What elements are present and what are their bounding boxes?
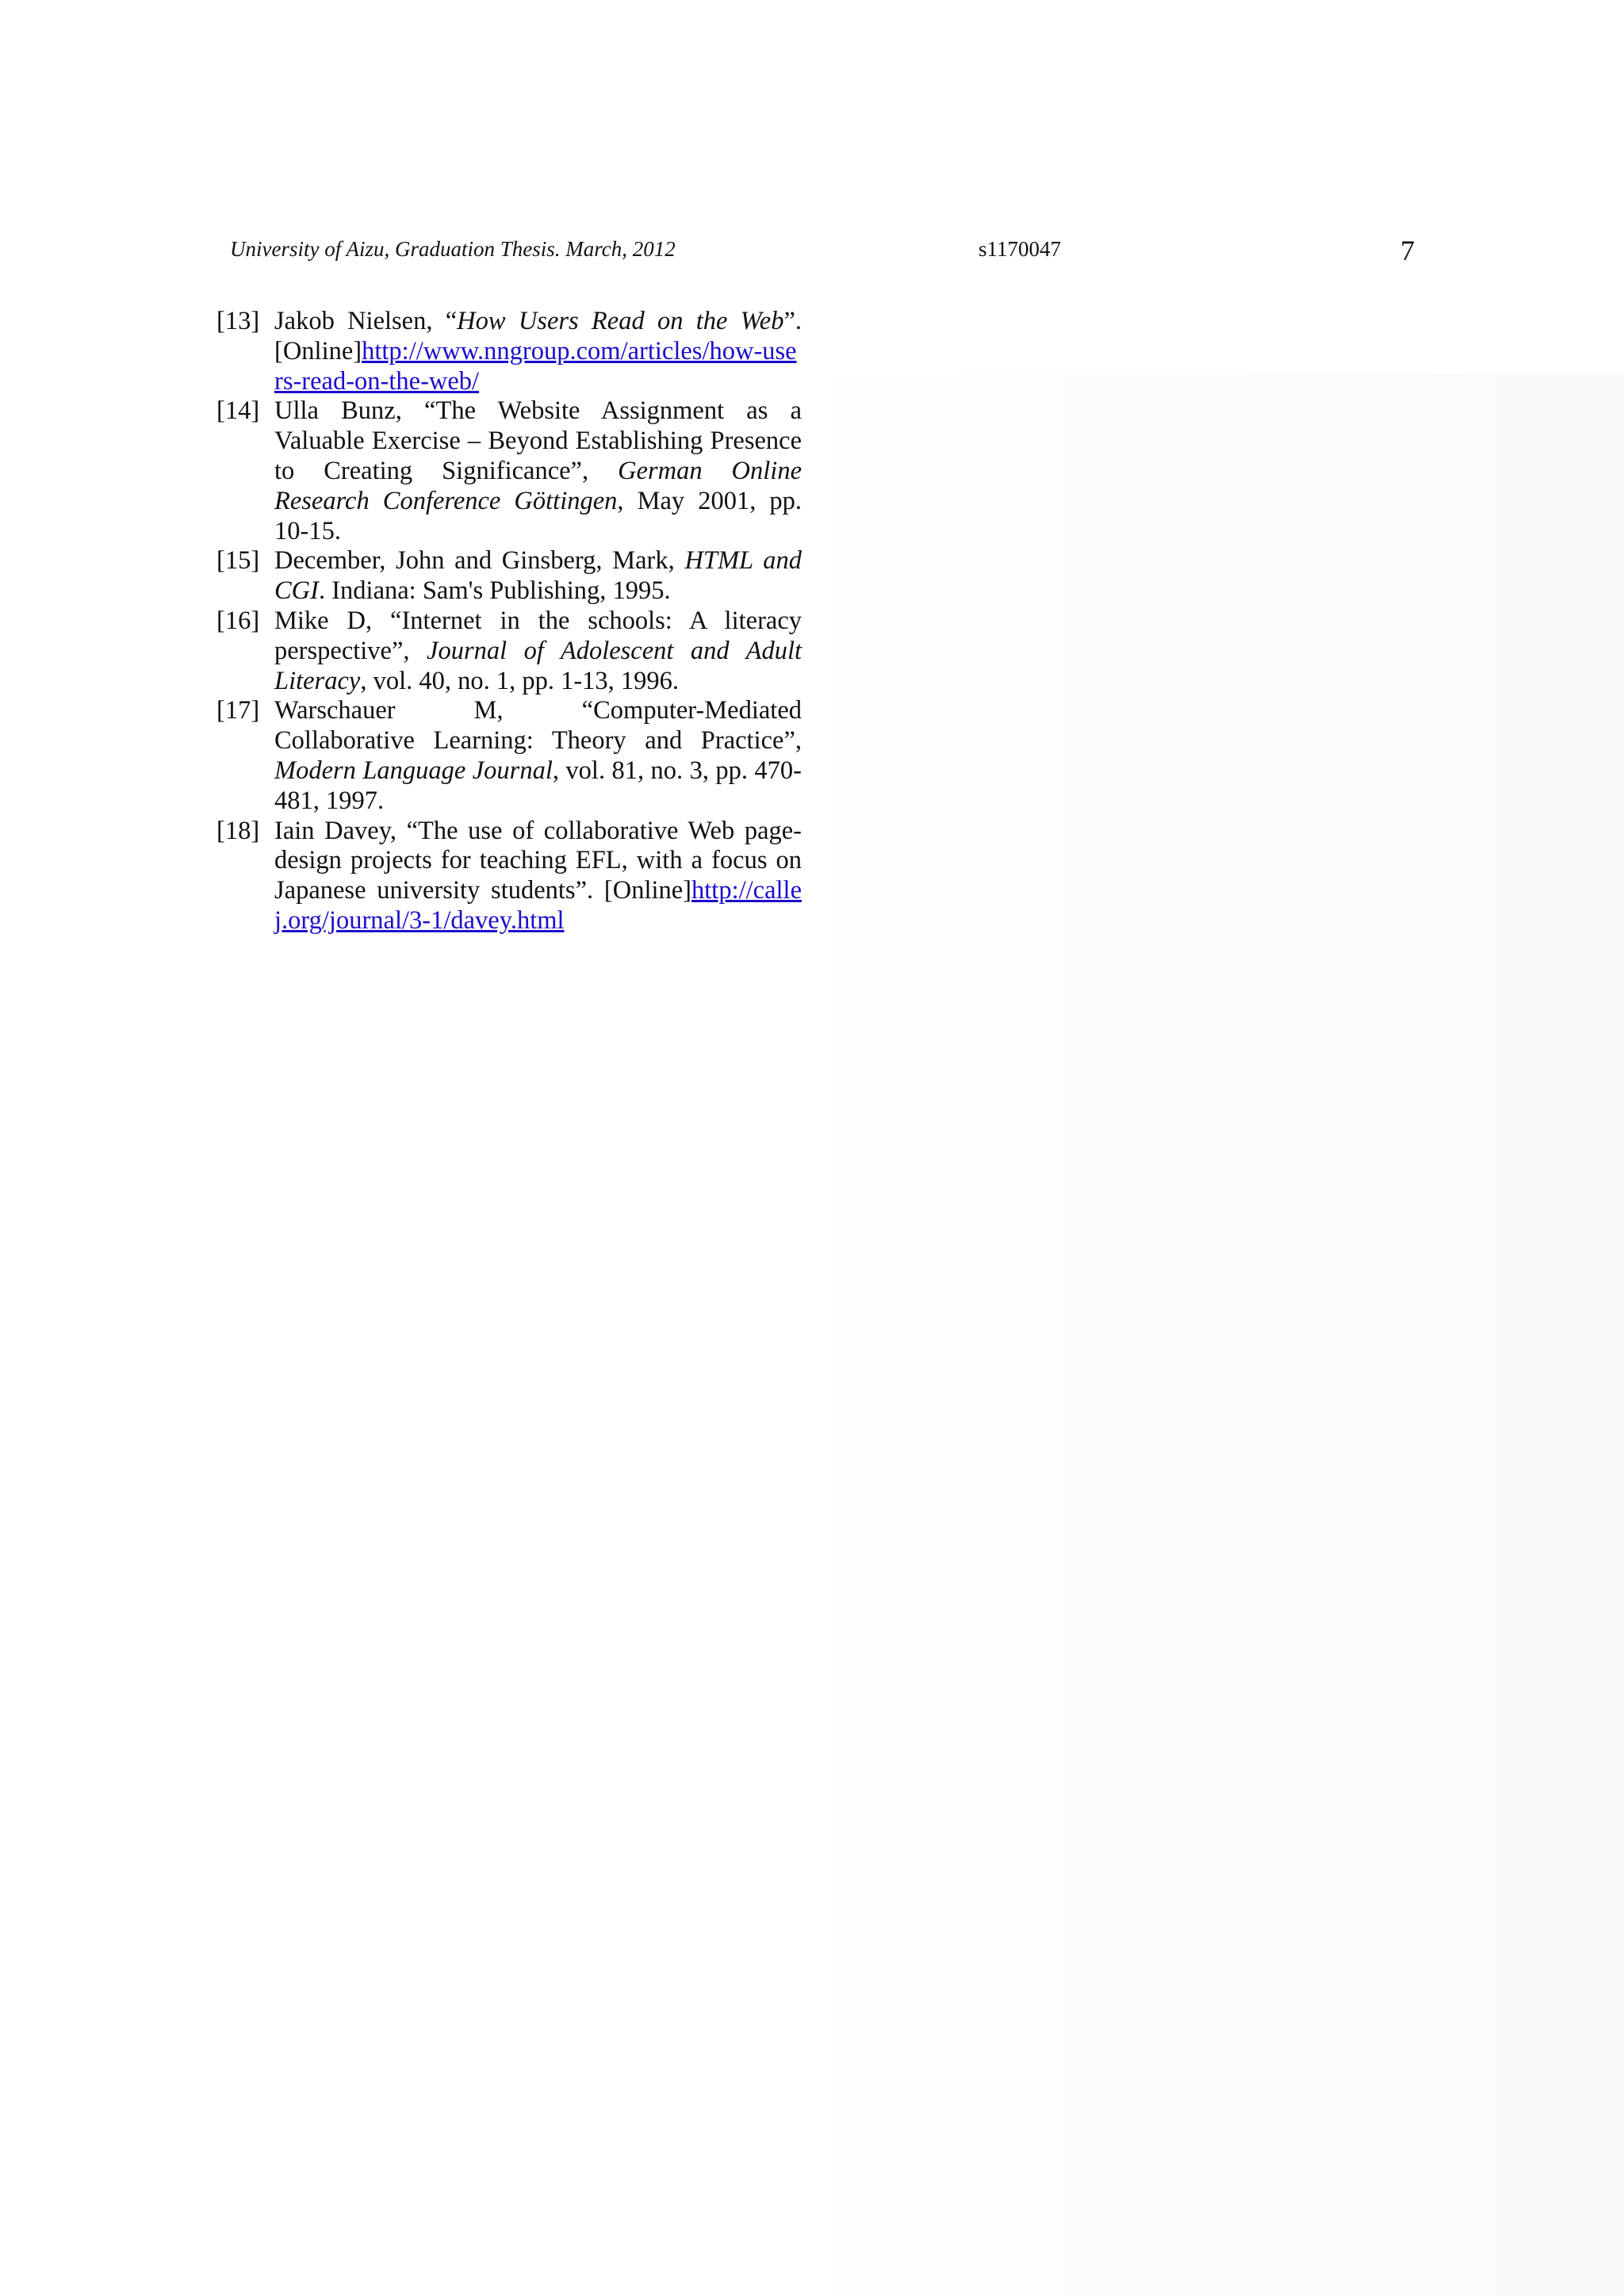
running-header [230, 235, 1416, 266]
reference-venue: German Online Research Conference Göttingen [274, 456, 802, 515]
reference-suffix: , May 2001, pp. 10-15. [274, 486, 802, 545]
reference-text [274, 396, 802, 546]
reference-author: Ulla Bunz, “The Website Assignment as a Valuable Exercise – Beyond Establishing Presence to Creating Significance”, [274, 396, 802, 485]
reference-18 [216, 817, 802, 936]
reference-number: [13] [216, 307, 260, 335]
reference-author: Warschauer M, “Computer-Mediated Collaborative Learning: Theory and Practice”, [274, 696, 802, 756]
reference-number: [15] [216, 546, 260, 576]
reference-list [216, 307, 802, 936]
header-thesis-title: University of Aizu, Graduation Thesis. March, 2012 [230, 237, 676, 261]
page-number: 7 [1400, 235, 1415, 266]
reference-suffix: . Indiana: Sam's Publishing, 1995. [318, 576, 671, 606]
reference-link[interactable]: http://www.nngroup.com/articles/how-users-read-on-the-web/ [274, 336, 797, 396]
reference-suffix: , vol. 40, no. 1, pp. 1-13, 1996. [360, 666, 680, 695]
reference-number: [16] [216, 606, 260, 635]
reference-16 [216, 607, 802, 696]
reference-suffix: , vol. 81, no. 3, pp. 470-481, 1997. [274, 756, 802, 815]
reference-number: [17] [216, 696, 260, 725]
reference-15 [216, 546, 802, 607]
reference-author: Iain Davey, “The use of collaborative Web page-design projects for teaching EFL, with a focus on Japanese university students”. [Online] [274, 816, 802, 905]
reference-venue: Modern Language Journal [274, 756, 553, 785]
page-shade [793, 373, 1624, 2296]
reference-author: Mike D, “Internet in the schools: A literacy perspective”, [274, 606, 802, 665]
reference-author: December, John and Ginsberg, Mark, [274, 546, 685, 576]
reference-text [274, 307, 802, 396]
reference-title: HTML and CGI [274, 546, 802, 606]
reference-number: [14] [216, 396, 260, 426]
header-student-id: s1170047 [979, 237, 1062, 261]
reference-link[interactable]: http://callej.org/journal/3-1/davey.html [274, 876, 802, 935]
reference-number: [18] [216, 816, 260, 845]
reference-text [274, 696, 802, 816]
reference-title: How Users Read on the Web [457, 307, 784, 335]
reference-14 [216, 396, 802, 546]
reference-text [274, 607, 802, 696]
reference-13 [216, 307, 802, 396]
reference-suffix: ”. [Online] [274, 307, 802, 365]
reference-17 [216, 696, 802, 816]
reference-author: Jakob Nielsen, “ [274, 307, 458, 335]
reference-text [274, 817, 802, 936]
reference-text [274, 546, 802, 607]
reference-venue: Journal of Adolescent and Adult Literacy [274, 636, 802, 695]
